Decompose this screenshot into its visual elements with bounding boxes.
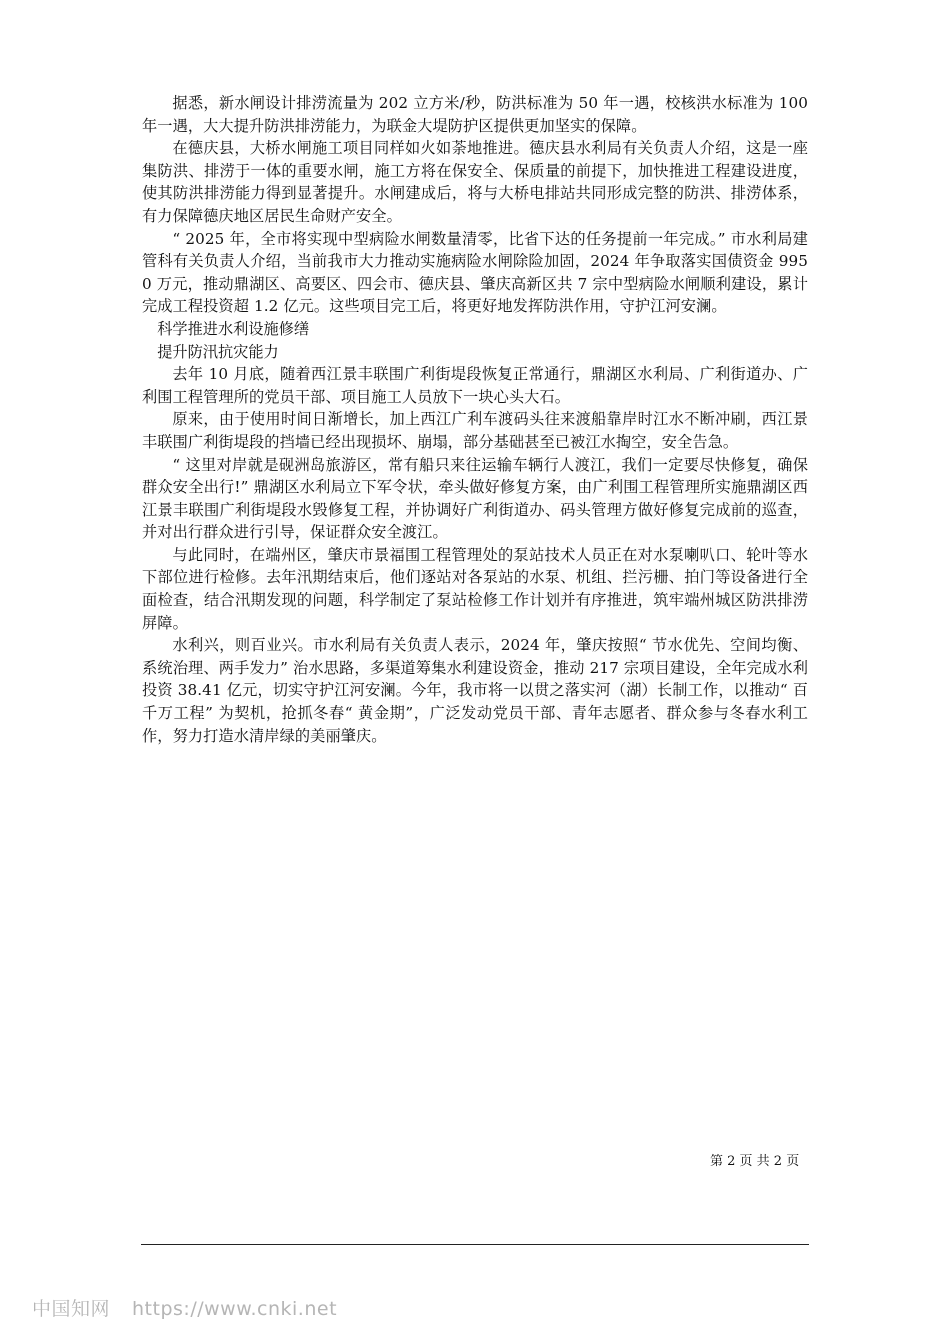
document-body [142,92,808,747]
body-paragraph: 据悉，新水闸设计排涝流量为 202 立方米/秒，防洪标准为 50 年一遇，校核洪水标准为 100 年一遇，大大提升防洪排涝能力，为联金大堤防护区提供更加坚实的保障。 [142,94,808,135]
body-paragraph: 与此同时，在端州区，肇庆市景福围工程管理处的泵站技术人员正在对水泵喇叭口、轮叶等水下部位进行检修。去年汛期结束后，他们逐站对各泵站的水泵、机组、拦污栅、拍门等设备进行全面检查，结合汛期发现的问题，科学制定了泵站检修工作计划并有序推进，筑牢端州城区防洪排涝屏障。 [142,545,808,632]
section-subheading: 科学推进水利设施修缮 [157,319,310,338]
body-paragraph: 在德庆县，大桥水闸施工项目同样如火如荼地推进。德庆县水利局有关负责人介绍，这是一座集防洪、排涝于一体的重要水闸，施工方将在保安全、保质量的前提下，加快推进工程建设进度，使其防洪排涝能力得到显著提升。水闸建成后，将与大桥电排站共同形成完整的防洪、排涝体系，有力保障德庆地区居民生命财产安全。 [142,139,808,225]
footer-divider [141,1244,809,1245]
watermark-url: https://www.cnki.net [132,1298,338,1320]
cnki-watermark [32,1294,337,1321]
page-number: 第 2 页 共 2 页 [710,1154,800,1169]
section-subheading: 提升防汛抗灾能力 [157,342,279,361]
body-paragraph: 去年 10 月底，随着西江景丰联围广利街堤段恢复正常通行，鼎湖区水利局、广利街道办、广利围工程管理所的党员干部、项目施工人员放下一块心头大石。 [142,365,808,406]
body-paragraph: “ 这里对岸就是砚洲岛旅游区，常有船只来往运输车辆行人渡江，我们一定要尽快修复，确保群众安全出行!” 鼎湖区水利局立下军令状，牵头做好修复方案，由广利围工程管理所实施鼎湖区西江景丰联围广利街堤段水毁修复工程，并协调好广利街道办、码头管理方做好修复完成前的巡查，并对出行群众进行引导，保证群众安全渡江。 [142,455,808,542]
body-paragraph: 水利兴，则百业兴。市水利局有关负责人表示，2024 年，肇庆按照“ 节水优先、空间均衡、系统治理、两手发力” 治水思路，多渠道筹集水利建设资金，推动 217 宗项目建设，全年完成水利投资 38.41 亿元，切实守护江河安澜。今年，我市将一以贯之落实河（湖）长制工作，以推动“ 百千万工程” 为契机，抢抓冬春“ 黄金期”，广泛发动党员干部、青年志愿者、群众参与冬春水利工作，努力打造水清岸绿的美丽肇庆。 [142,636,808,745]
body-paragraph: “ 2025 年，全市将实现中型病险水闸数量清零，比省下达的任务提前一年完成。” 市水利局建管科有关负责人介绍，当前我市大力推动实施病险水闸除险加固，2024 年争取落实国债资金 9950 万元，推动鼎湖区、高要区、四会市、德庆县、肇庆高新区共 7 宗中型病险水闸顺利建设，累计完成工程投资超 1.2 亿元。这些项目完工后，将更好地发挥防洪作用，守护江河安澜。 [142,229,808,316]
watermark-brand: 中国知网 [32,1298,111,1320]
body-paragraph: 原来，由于使用时间日渐增长，加上西江广利车渡码头往来渡船靠岸时江水不断冲刷，西江景丰联围广利街堤段的挡墙已经出现损坏、崩塌，部分基础甚至已被江水掏空，安全告急。 [142,410,808,451]
